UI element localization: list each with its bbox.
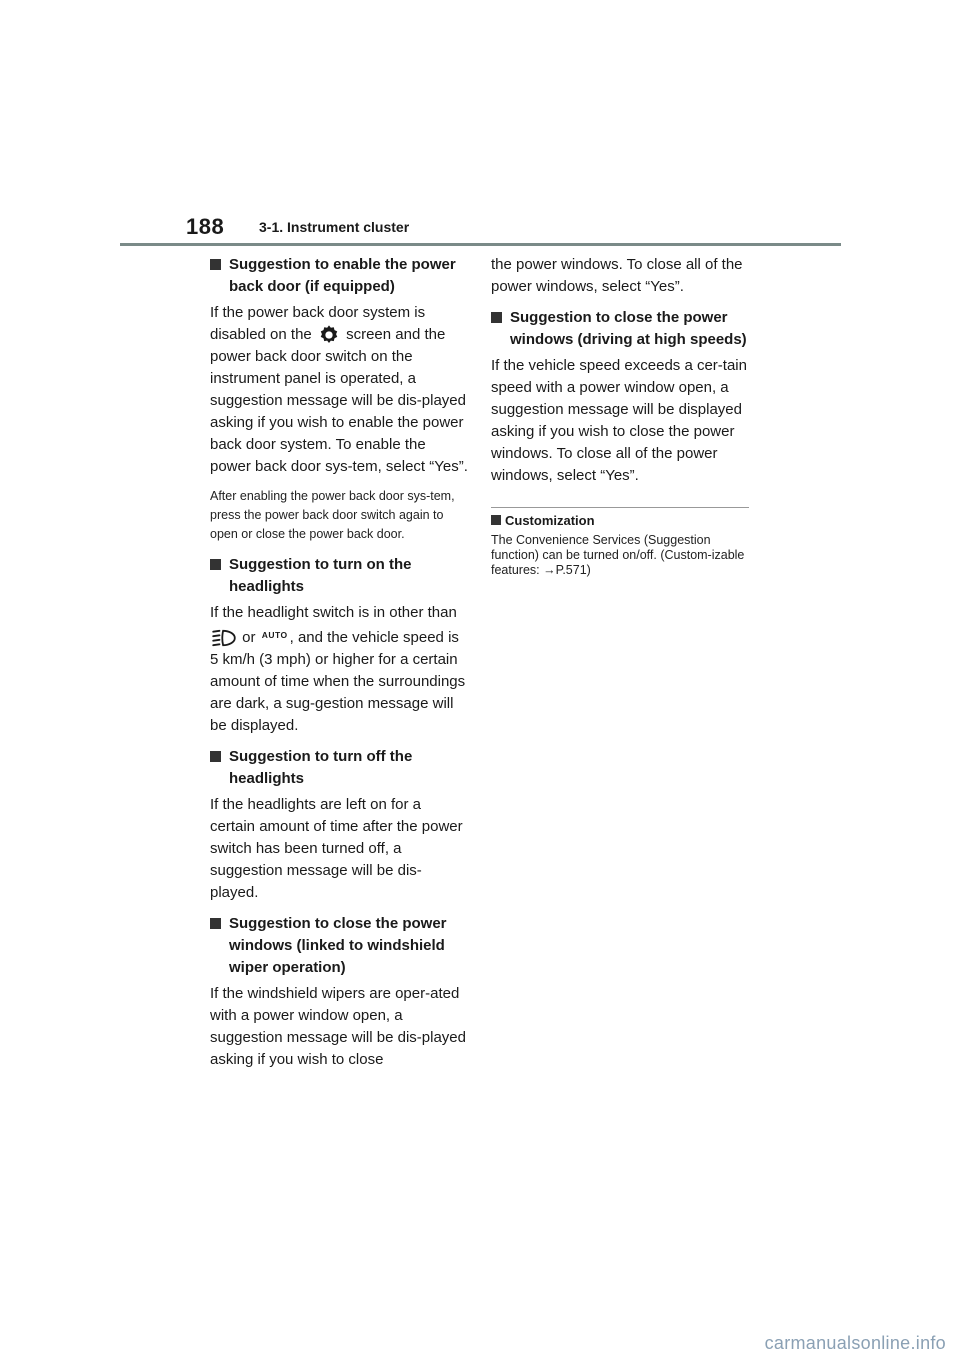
heading-turn-off-headlights: Suggestion to turn off the headlights (210, 746, 468, 790)
paragraph-close-windows-high-speed: If the vehicle speed exceeds a cer-tain speed with a power window open, a suggestion message will be displayed asking if you wish to close the power windows. To close all of the power windows, select “Yes”. (491, 357, 747, 484)
section-title: 3-1. Instrument cluster (259, 219, 410, 235)
page-number: 188 (186, 214, 225, 239)
square-bullet-icon (210, 559, 221, 570)
headlight-icon (212, 629, 236, 647)
paragraph-turn-on-headlights: If the headlight switch is in other than or AUTO , and the vehicle speed is 5 km/h (3 mph) or higher for a certain amount of time when the surroundings are dark, a sug-gestion message will be displayed. (210, 604, 466, 735)
paragraph-close-windows-wiper: If the windshield wipers are oper-ated with a power window open, a suggestion message will be dis-played asking if you wish to close (210, 985, 466, 1069)
auto-icon: AUTO (261, 630, 288, 641)
customization-divider (491, 507, 749, 508)
heading-enable-power-back-door: Suggestion to enable the power back door (if equipped) (210, 254, 468, 298)
watermark-text: carmanualsonline.info (764, 1333, 946, 1353)
page-header (0, 0, 960, 250)
heading-turn-on-headlights: Suggestion to turn on the headlights (210, 554, 468, 598)
paragraph-close-windows-wiper-continued: the power windows. To close all of the power windows, select “Yes”. (491, 256, 743, 295)
square-bullet-icon (210, 259, 221, 270)
header-divider (120, 243, 841, 246)
customization-text: The Convenience Services (Suggestion function) can be turned on/off. (Custom-izable features: →P.571) (491, 533, 745, 577)
square-bullet-icon (210, 918, 221, 929)
heading-close-windows-wiper: Suggestion to close the power windows (linked to windshield wiper operation) (210, 913, 468, 979)
customization-heading: Customization (491, 512, 753, 530)
note-power-back-door: After enabling the power back door sys-tem, press the power back door switch again to open or close the power back door. (210, 489, 455, 542)
square-bullet-icon (491, 515, 501, 525)
paragraph-enable-power-back-door: If the power back door system is disabled on the screen and the power back door switch on the instrument panel is operated, a suggestion message will be dis-played asking if you wish to enable the power back door system. To enable the power back door sys-tem, select “Yes”. (210, 304, 468, 476)
square-bullet-icon (210, 751, 221, 762)
right-column (491, 254, 753, 578)
paragraph-turn-off-headlights: If the headlights are left on for a certain amount of time after the power switch has been turned off, a suggestion message will be dis-played. (210, 796, 463, 902)
left-column (210, 254, 468, 1080)
heading-close-windows-high-speed: Suggestion to close the power windows (driving at high speeds) (491, 307, 753, 351)
square-bullet-icon (491, 312, 502, 323)
gear-icon (318, 324, 340, 346)
